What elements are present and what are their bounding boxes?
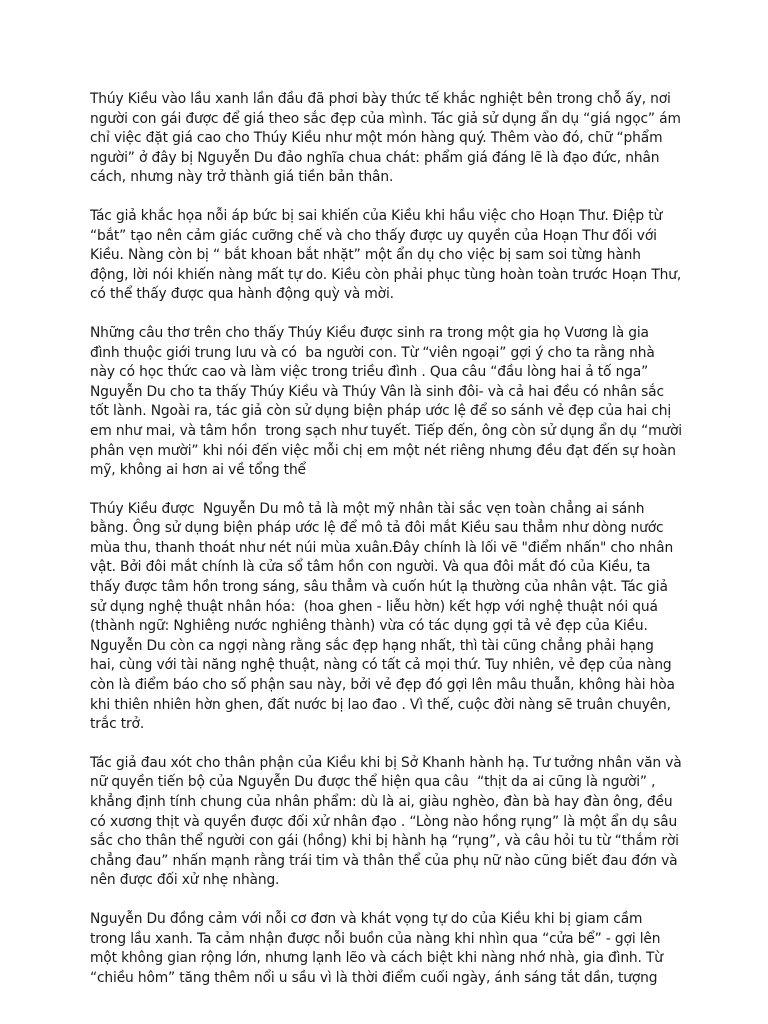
document-body <box>90 90 687 1007</box>
paragraph-4: Thúy Kiều được Nguyễn Du mô tả là một mỹ nhân tài sắc vẹn toàn chẳng ai sánh bằng. Ông sử dụng biện pháp ước lệ để mô tả đôi mắt Kiều sau thẳm như dòng nước mùa thu, thanh thoát như nét núi mùa xuân.Đây chính là lối vẽ "điểm nhấn" cho nhân vật. Bởi đôi mắt chính là cửa sổ tâm hồn con người. Và qua đôi mắt đó của Kiều, ta thấy được tâm hồn trong sáng, sâu thẳm và cuốn hút lạ thường của nhân vật. Tác giả sử dụng nghệ thuật nhân hóa: (hoa ghen - liễu hờn) kết hợp với nghệ thuật nói quá (thành ngữ: Nghiêng nước nghiêng thành) vừa có tác dụng gợi tả vẻ đẹp của Kiều. Nguyễn Du còn ca ngợi nàng rằng sắc đẹp hạng nhất, thì tài cũng chẳng phải hạng hai, cùng với tài năng nghệ thuật, nàng có tất cả mọi thứ. Tuy nhiên, vẻ đẹp của nàng còn là điểm báo cho số phận sau này, bởi vẻ đẹp đó gợi lên mâu thuẫn, không hài hòa khi thiên nhiên hờn ghen, đất nước bị lao đao . Vì thế, cuộc đời nàng sẽ truân chuyên, trắc trở. <box>90 500 680 733</box>
paragraph-1: Thúy Kiều vào lầu xanh lần đầu đã phơi bày thức tế khắc nghiệt bên trong chỗ ấy, nơi người con gái được để giá theo sắc đẹp của mình. Tác giả sử dụng ẩn dụ “giá ngọc” ám chỉ việc đặt giá cao cho Thúy Kiều như một món hàng quý. Thêm vào đó, chữ “phẩm người” ở đây bị Nguyễn Du đảo nghĩa chua chát: phẩm giá đáng lẽ là đạo đức, nhân cách, nhưng này trở thành giá tiền bản thân. <box>90 91 686 186</box>
paragraph-5: Tác giả đau xót cho thân phận của Kiều khi bị Sở Khanh hành hạ. Tư tưởng nhân văn và nữ quyền tiến bộ của Nguyễn Du được thể hiện qua câu “thịt da ai cũng là người” , khẳng định tính chung của nhân phẩm: dù là ai, giàu nghèo, đàn bà hay đàn ông, đều có xương thịt và quyền được đối xử nhân đạo . “Lòng nào hồng rụng” là một ẩn dụ sâu sắc cho thân thể người con gái (hồng) khi bị hành hạ “rụng”, và câu hỏi tu từ “thắm rời chẳng đau” nhấn mạnh rằng trái tim và thân thể của phụ nữ nào cũng biết đau đớn và nên được đối xử nhẹ nhàng. <box>90 754 686 889</box>
paragraph-6: Nguyễn Du đồng cảm với nỗi cơ đơn và khát vọng tự do của Kiều khi bị giam cầm trong lầu xanh. Ta cảm nhận được nỗi buồn của nàng khi nhìn qua “cửa bể” - gợi lên một không gian rộng lớn, nhưng lạnh lẽo và cách biệt khi nàng nhớ nhà, gia đình. Từ “chiều hôm” tăng thêm nổi u sầu vì là thời điểm cuối ngày, ánh sáng tắt dần, tượng <box>90 910 668 986</box>
paragraph-2: Tác giả khắc họa nỗi áp bức bị sai khiến của Kiều khi hầu việc cho Hoạn Thư. Điệp từ “bắt” tạo nên cảm giác cưỡng chế và cho thấy được uy quyền của Hoạn Thư đối với Kiều. Nàng còn bị “ bắt khoan bắt nhặt” một ẩn dụ cho việc bị sam soi từng hành động, lời nói khiến nàng mất tự do. Kiều còn phải phục tùng hoàn toàn trước Hoạn Thư, có thể thấy được qua hành động quỳ và mời. <box>90 207 686 303</box>
paragraph-3: Những câu thơ trên cho thấy Thúy Kiều được sinh ra trong một gia họ Vương là gia đình thuộc giới trung lưu và có ba người con. Từ “viên ngoại” gợi ý cho ta rằng nhà này có học thức cao và làm việc trong triều đình . Qua câu “đầu lòng hai ả tố nga” Nguyễn Du cho ta thấy Thúy Kiều và Thúy Vân là sinh đôi- và cả hai đều có nhân sắc tốt lành. Ngoài ra, tác giả còn sử dụng biện pháp ước lệ để so sánh vẻ đẹp của hai chị em như mai, và tâm hồn trong sạch như tuyết. Tiếp đến, ông còn sử dụng ẩn dụ “mười phân vẹn mười” khi nói đến việc mỗi chị em một nét riêng nhưng đều đạt đến sự hoàn mỹ, không ai hơn ai về tổng thể <box>90 324 687 479</box>
